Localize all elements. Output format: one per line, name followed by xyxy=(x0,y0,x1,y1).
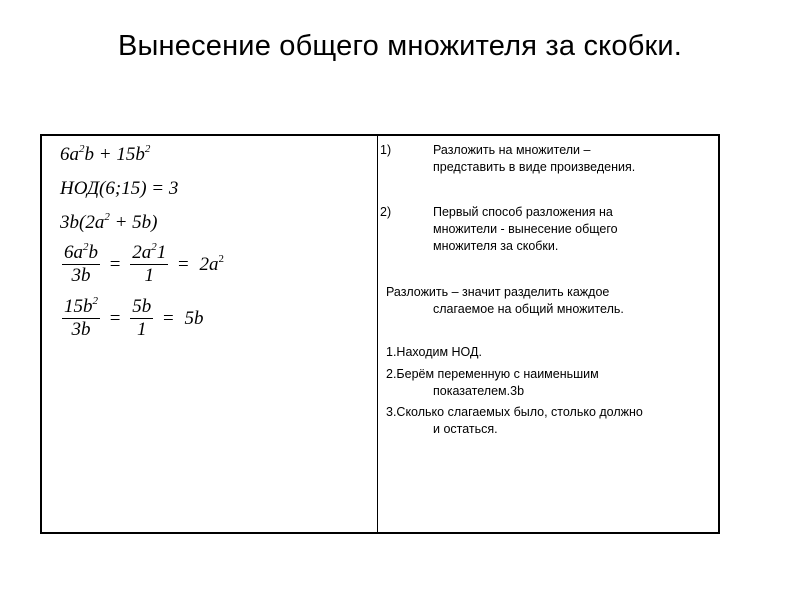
math-expression-1: $6a^2b + 15b^2$ xyxy=(60,143,151,165)
fraction: $\frac{5b}{1}$ xyxy=(132,296,152,340)
fraction: $\frac{15b^2}{3b}$ xyxy=(64,295,98,340)
step-3: 3.Сколько слагаемых было, столько должно и остаться. xyxy=(386,405,643,436)
content-table: $6a^2b + 15b^2$ НОД(6;15) = 3 $3b(2a^2 + 5b)$ $\frac{6a^2b}{3b}$ = $\frac{2a^21}{1}$ = $2a^2$ $\frac{15b^2}{3b}$ = $\frac{5b}{1}$ = 5b 1) Разложить на множители – представить в виде произведения. 2) Первый способ разложения на множители - вынесение общего множителя за скобки. Разложить – значит разделить каждое слагаемое на общий множитель. 1.Находим НОД. 2.Берём переменную с наименьшим показателем.3b 3.Сколько слагаемых было, столько должно и остаться. xyxy=(40,134,720,534)
math-fraction-2: $\frac{15b^2}{3b}$ = $\frac{5b}{1}$ = 5b xyxy=(64,295,204,340)
step-2: 2.Берём переменную с наименьшим показателем.3b xyxy=(386,367,599,398)
fraction: $\frac{2a^21}{1}$ xyxy=(132,241,167,286)
fraction: $\frac{6a^2b}{3b}$ xyxy=(64,241,98,286)
column-divider xyxy=(377,136,378,532)
step-1: 1.Находим НОД. xyxy=(386,345,482,359)
math-fraction-1: $\frac{6a^2b}{3b}$ = $\frac{2a^21}{1}$ = $2a^2$ xyxy=(64,241,224,286)
math-factored: $3b(2a^2 + 5b)$ xyxy=(60,211,158,233)
rule-paragraph: Разложить – значит разделить каждое слагаемое на общий множитель. xyxy=(386,285,624,316)
math-gcd: НОД(6;15) = 3 xyxy=(60,178,179,199)
page-title: Вынесение общего множителя за скобки. xyxy=(117,30,683,62)
